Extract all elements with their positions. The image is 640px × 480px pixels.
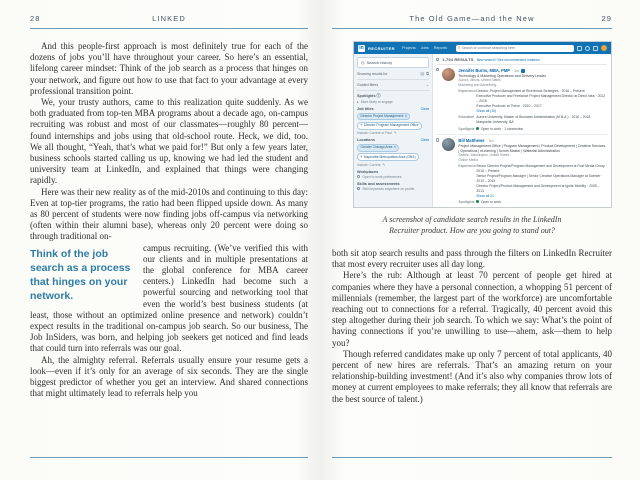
show-all-link[interactable]: Show all (10) bbox=[476, 108, 497, 113]
candidate-industry: Online Media bbox=[458, 157, 478, 162]
nav-item-reports[interactable]: Reports bbox=[433, 46, 447, 50]
location-pill[interactable]: Greater Chicago Area × bbox=[357, 144, 399, 152]
linkedin-recruiter-screenshot bbox=[353, 41, 612, 208]
candidate-industry: Marketing and Advertising bbox=[458, 82, 497, 87]
search-history-button[interactable]: ◷ Search history bbox=[357, 57, 429, 68]
experience-item: Executive Producer and Freelance Project Management Director at Direct Idea · 2012 – 2016 bbox=[476, 93, 606, 103]
clear-job-titles-link[interactable]: Clear bbox=[420, 107, 429, 111]
profile-badge-icon bbox=[521, 69, 525, 73]
location-pill-suggested[interactable]: + Naperville Metropolitan Area (ONS) bbox=[357, 153, 419, 161]
pencil-icon[interactable]: ✎ bbox=[393, 131, 397, 136]
skills-checkbox[interactable] bbox=[357, 187, 360, 190]
candidate-name-link[interactable]: Bill Matthews bbox=[458, 138, 485, 144]
candidate-location: Seattle, Washington, United States bbox=[458, 153, 510, 158]
filter-workplaces: Workplaces Open to work preferences bbox=[357, 169, 402, 179]
page-left bbox=[30, 14, 308, 458]
caret-icon: ▸ bbox=[357, 100, 359, 104]
footer-rule-left bbox=[30, 457, 308, 458]
chat-icon[interactable] bbox=[577, 46, 582, 51]
header-rule-left bbox=[30, 28, 308, 29]
linkedin-logo: in bbox=[359, 45, 364, 51]
clock-icon: ◷ bbox=[361, 60, 365, 65]
candidate-headline: Project Management Office | Program Management | Product Development | Creative Services | Operations | eLearning | Scrum Master | Waterfall Administration bbox=[458, 143, 606, 153]
connection-degree: · 3rd bbox=[486, 139, 494, 144]
divider bbox=[357, 90, 429, 91]
paragraph: Ah, the almighty referral. Referrals usually ensure your resume gets a look—even if it’s only for an average of six seconds. They are the single biggest predictor of whether you get an interview. And shared connections that might ultimately lead to referrals help you bbox=[30, 354, 308, 399]
experience-item: Senior Project/Program Manager | Senior Creative Operations Manager at Scenter · 2010 – 2015 bbox=[476, 173, 603, 183]
connection-degree: · 3rd bbox=[512, 69, 520, 73]
select-checkbox[interactable] bbox=[436, 68, 439, 71]
left-body-text bbox=[30, 41, 308, 400]
guided-filters-toggle[interactable]: Guided filters ⌄ bbox=[357, 83, 429, 87]
results-count: 1,794 RESULTS bbox=[442, 57, 474, 62]
paragraph: Though referred candidates make up only 7 percent of total applicants, 40 percent of new hires are referrals. That’s an amazing return on your relationship-building investment! (And it’s also why companies throw lots of money at current employees to make referrals; they all know that referrals are the best source of talent.) bbox=[332, 348, 612, 404]
recruiter-search-box[interactable] bbox=[456, 45, 574, 52]
candidate-card bbox=[436, 135, 607, 207]
bookmark-icon[interactable]: ▤ bbox=[420, 71, 425, 76]
spotlights-note[interactable]: ▸ More likely to engage bbox=[357, 100, 393, 104]
experience-item: Senior Director Project/Program Management and Development at Post Media Group · 2015 – Present bbox=[476, 164, 607, 174]
candidate-avatar[interactable] bbox=[442, 68, 455, 81]
results-header-link[interactable]: New search? See recommended matches bbox=[476, 57, 540, 62]
education-item: Marquette University, BA bbox=[476, 120, 514, 125]
job-title-pill-suggested[interactable]: + Director Program Management Office bbox=[357, 122, 422, 130]
left-page-header bbox=[30, 14, 308, 26]
right-page-header bbox=[332, 14, 612, 26]
spotlights-label: Spotlights bbox=[458, 126, 475, 131]
recruiter-results-list bbox=[433, 54, 611, 207]
workplaces-checkbox[interactable] bbox=[357, 175, 360, 178]
paragraph: campus recruiting. (We’ve verified this with our clients and in multiple presentations at the global conference for MBA career centers.) LinkedIn had become such a powerful sourcing and networking tool that even the world’s best business students (at least, those without an optimized online presence and network) couldn’t expect results in the traditional on-campus job search. So our business, The Job InSiders, was born, and helping job seekers get noticed and find leads that could turn into referrals was our goal. bbox=[30, 242, 308, 354]
candidate-card bbox=[436, 65, 607, 135]
plus-icon: + bbox=[360, 123, 363, 128]
search-icon: ⌕ bbox=[457, 44, 461, 50]
open-to-work-icon bbox=[476, 200, 479, 203]
paragraph: Here was their new reality as of the mid-2010s and continuing to this day: Even at top-tier programs, the ratio had been flipped upside down. As many as 80 percent of students were now finding jobs off-campus via networking (often within their alumni base), whereas only 20 percent were doing so through traditional on- bbox=[30, 186, 308, 242]
chevron-down-icon: ⌄ bbox=[425, 83, 429, 87]
running-head-right: The Old Game—and the New bbox=[409, 14, 535, 23]
education-item: Aurora University, Master of Business Administration (M.B.A.) · 2016 – 2018 bbox=[476, 115, 591, 120]
candidate-location: Aurora, Illinois, United States bbox=[458, 78, 501, 83]
pencil-icon[interactable]: ✎ bbox=[382, 162, 386, 167]
select-checkbox[interactable] bbox=[436, 138, 439, 141]
candidate-name-link[interactable]: Jennifer Burns, MBA, PMP bbox=[458, 68, 511, 73]
candidate-headline: Technology & Marketing Operations and Delivery Leader bbox=[458, 73, 547, 78]
experience-item: Director Project/Product Management and Development at Ignite Mobility · 2008 – 2013 bbox=[476, 183, 600, 193]
paragraph: And this people-first approach is most definitely true for each of the dozens of jobs you’ll have throughout your career. So here’s an essential, lifelong career mindset: Think of the job search as a process that hinges on your network, and figure out how to use that fact to your advantage at every professional transition point. bbox=[30, 41, 308, 96]
candidate-avatar[interactable] bbox=[442, 138, 455, 151]
job-title-pill[interactable]: Director Project Management × bbox=[357, 113, 410, 121]
avatar[interactable] bbox=[601, 45, 607, 51]
filter-job-titles: Job titles Clear Director Project Management × + Director Program Management Office Include: Current or Past ✎ bbox=[357, 107, 429, 136]
clear-locations-link[interactable]: Clear bbox=[420, 138, 429, 143]
showing-results-row: Showing results for ▤ ⧉ bbox=[357, 71, 429, 76]
nav-item-jobs[interactable]: Jobs bbox=[420, 46, 429, 50]
settings-icon[interactable] bbox=[593, 46, 598, 51]
paragraph: Here’s the rub: Although at least 70 percent of people get hired at companies where they have a personal connection, a whopping 51 percent of millennials (remember, the largest part of the workforce) are uncomfortable reaching out to connections for a referral. Tragically, 40 percent avoid this step altogether during their job search. To which we say: What’s the point of having connections if you’re unwilling to use—ahem, ask—them to help you? bbox=[332, 270, 612, 348]
recruiter-filter-sidebar bbox=[354, 54, 433, 207]
remove-icon[interactable]: × bbox=[393, 145, 396, 150]
results-header bbox=[436, 56, 607, 65]
filter-spotlights: Spotlights ⓘ ▸ More likely to engage bbox=[357, 94, 429, 104]
spotlights-label: Spotlights bbox=[458, 200, 475, 205]
page-number-left: 28 bbox=[30, 14, 41, 23]
page-number-right: 29 bbox=[601, 14, 612, 23]
open-to-work-icon bbox=[476, 127, 479, 130]
header-rule-right bbox=[332, 28, 612, 29]
recruiter-brand: RECRUITER bbox=[368, 45, 395, 51]
copy-icon[interactable]: ⧉ bbox=[426, 71, 429, 76]
running-head-left: LINKED bbox=[152, 14, 186, 23]
nav-item-projects[interactable]: Projects bbox=[401, 46, 416, 50]
paragraph: both sit atop search results and pass through the filters on LinkedIn Recruiter that most every recruiter uses all day long. bbox=[332, 248, 612, 270]
info-icon[interactable]: ⓘ bbox=[376, 94, 381, 98]
pullquote-section bbox=[30, 243, 308, 355]
experience-item: Director, Project Management at Riverbrook Strategies · 2016 – Present bbox=[476, 88, 585, 93]
spotlights-value: Open to work · 1 connection bbox=[480, 126, 524, 131]
show-all-link[interactable]: Show all 21 bbox=[476, 193, 494, 198]
select-all-checkbox[interactable] bbox=[436, 58, 439, 61]
recruiter-nav-menu bbox=[402, 46, 447, 50]
remove-icon[interactable]: × bbox=[404, 114, 407, 118]
help-icon[interactable] bbox=[585, 46, 590, 51]
experience-item: Executive Producer at Thrive · 2010 – 2017 bbox=[476, 103, 542, 108]
plus-icon: + bbox=[360, 154, 363, 159]
filter-locations: Locations Clear Greater Chicago Area × + Naperville Metropolitan Area (ONS) Include: Current ✎ bbox=[357, 138, 429, 167]
experience-label: Experience bbox=[458, 164, 476, 169]
recruiter-navbar bbox=[354, 42, 611, 54]
footer-rule-right bbox=[332, 457, 612, 458]
right-body-text bbox=[332, 248, 612, 405]
filter-skills: Skills and assessments Skill keywords anywhere on profile bbox=[357, 181, 415, 191]
paragraph: We, your trusty authors, came to this realization quite suddenly. As we both graduated from top-ten MBA programs about a decade ago, on-campus recruiting was robust and most of our classmates—roughly 80 percent—found internships and jobs using that old-school route. Heck, we did, too. We all thought, “Yeah, that’s what we paid for!” But only a few years later, business schools started calling us up, knowing we had led the student and university team at LinkedIn, and explained that things were changing rapidly. bbox=[30, 97, 308, 186]
experience-label: Experience bbox=[458, 88, 476, 93]
search-input[interactable] bbox=[462, 46, 572, 50]
spotlights-value: Open to work bbox=[480, 200, 502, 205]
education-label: Education bbox=[458, 115, 475, 120]
pullquote: Think of the job search as a process that hinges on your network. bbox=[30, 247, 131, 302]
page-right bbox=[332, 14, 612, 458]
figure-caption: A screenshot of candidate search results in the LinkedIn Recruiter product. How are you going to stand out? bbox=[382, 215, 562, 235]
divider bbox=[357, 79, 429, 80]
